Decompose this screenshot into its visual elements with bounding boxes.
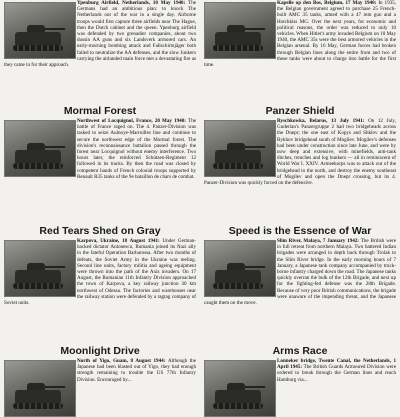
article-location: North of Yigo, Guam, 8 August 1944: xyxy=(77,358,168,364)
article-title: Panzer Shield xyxy=(265,105,335,117)
article-panzer-shield xyxy=(204,104,396,187)
article-body: In 1935, the Belgian government agreed to purchase 25 French-built AMC 35 tanks, armed with a 47 mm gun and a Hotchkiss MG. Over the next years, for economic and political reasons, the order was reduced to only 10 vehicles. When Hitler's army invaded Belgium on 10 May 1940, the AMC 35s were the best armored vehicles in the Belgian arsenal. By 16 May, German forces had broken through Belgian lines along the entire front and two of these tanks were about to charge into battle for the first time. xyxy=(204,0,396,69)
article-moonlight xyxy=(4,344,196,383)
article-title: Red Tears Shed on Gray xyxy=(39,225,161,237)
article-location: Karpova, Ukraine, 18 August 1941: xyxy=(77,238,163,244)
article-body: The Germans had an ambitious plan: to knock The Netherlands out of the war in a single day. Airborne troops would first capture three airfields near The Hague, then the Dutch cabinet and the queen. Ypenburg airfield was defended by two grenadier companies, about two dussin AA guns and six Landsverk armored cars. An early-morning bombing attack and Fallschirmjäger both failed to neutralize the AA defenses, and the slow Junkers carrying the airlanded main force met a devastating fire as they came in for their approach. xyxy=(4,0,196,69)
article-body: The battle of France raged on. The 4. Panzer-Division was tasked to seize Aulnoye-Marroilles line and continue to secure the northwest edge of the Mormal forest. The division's reconnaissance battalion passed through the forest near Locquignol without enemy interference. Two hours later, the reinforced Schützen-Regiment 12 followed in its tracks. By then the road was closed by competent hands of French colonial troops supported by Renault R35 tanks of the 9e bataillon de chars de combat. xyxy=(77,118,196,180)
article-body: Although the Japanese had been blasted out of Yigo, they had enough strength remaining to trouble the US 77th Infantry Division. Encouraged by... xyxy=(77,358,196,383)
article-body: On 12 July, Guderian's Panzergruppe 2 had two bridgeheads across the Dnepr; the one east of Kopys and Shklov and the Bykhov bridgehead south of Mogilev. Mogilev's defenses had been under construction since late June, and were by now deep and extensive, with minefields, anti-tank ditches, trenches and log bunkers — all in reminiscent of World War I. XXIV. Armeekorps was to attack out of the bridgehead to the north, and destroy the enemy southeast of Mogilev and open the Dnepr crossing, but its 4. Panzer-Division was quickly forced on the defensive. xyxy=(204,118,396,187)
article-red-tears xyxy=(4,224,196,307)
article-location: Slim River, Malaya, 7 January 1942: xyxy=(277,238,361,244)
article-title: Moonlight Drive xyxy=(60,345,140,357)
article-body: The British were in full retreat from northern Malaya. Two battered Indian brigades were arranged in depth back through Trolak to the Slim River bridge. In the early morning hours of 7 January, a Japanese tank company accompanied by truck-borne infantry charged down the road. The Japanese tanks quickly overran the bulk of the 12th Brigade, and next up for the fighting-fed defense was the 28th Brigade. Because of very poor British communications, the brigade were unaware of the impending threat, and the Japanese caught them on the move. xyxy=(204,238,397,307)
article-location: Lonneker bridge, Twente Canal, the Netherlands, 1 April 1945: xyxy=(277,358,396,371)
article-location: Northwest of Locquignol, France, 20 May 1940: xyxy=(77,118,189,124)
article-speed xyxy=(204,224,397,307)
article-title: Mormal Forest xyxy=(63,105,137,117)
article-title: Arms Race xyxy=(272,345,328,357)
article-body: The British Guards Armoured Division were ordered to break through the German lines and reach Hamburg via... xyxy=(277,364,396,383)
article-location: Ryschkowka, Belarus, 13 July 1941: xyxy=(277,118,369,124)
article-arms-race xyxy=(204,344,396,383)
article-location: Ypenburg Airfield, Netherlands, 10 May 1940: xyxy=(77,0,189,6)
article-body: Under German-backed dictator Antonescu, Rumania joined its Nazi ally in the fateful Operation Barbarossa. After two months of defeats, the Soviet Army in the Ukraine was reeling. Second line units, factory militia and ageing equipment were thrown into the path of the Axis invaders. On 17 August, the Rumanian 11th Infantry Division approached the town of Karpova, a key railway junction 30 km northwest of Odessa. The factories and warehouses near the railway station were defended by a ragtag company of Soviet units. xyxy=(4,238,196,307)
article-title: Speed is the Essence of War xyxy=(228,225,372,237)
article-location: Kapelle op den Bos, Belgium, 17 May 1940: xyxy=(277,0,379,6)
article-mormal xyxy=(4,104,196,180)
